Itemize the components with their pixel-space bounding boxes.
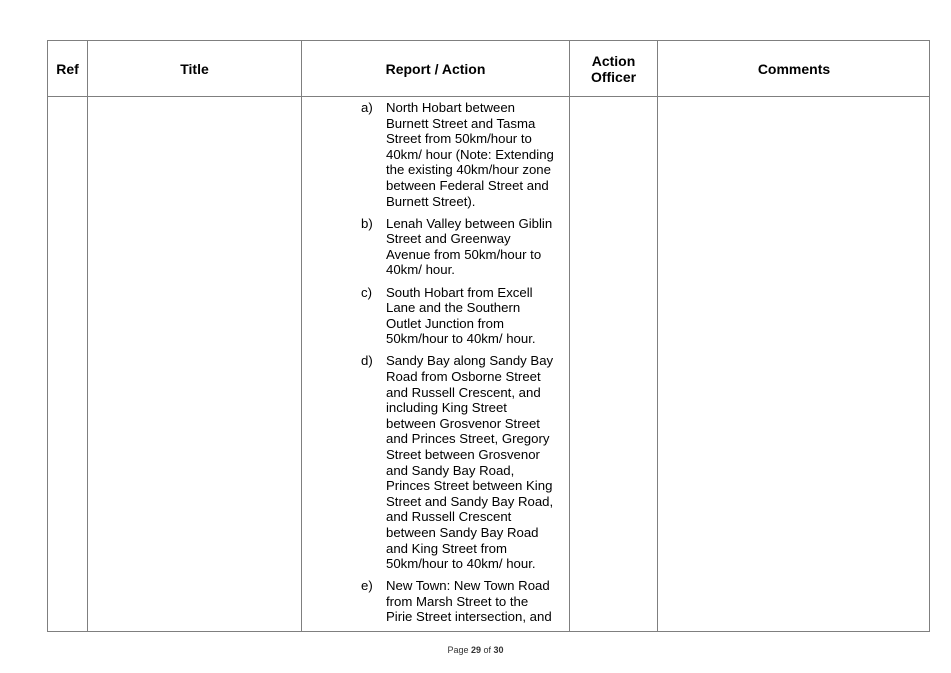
of-word: of [483, 645, 492, 655]
header-title: Title [180, 60, 209, 77]
list-item-line: the existing 40km/hour zone [386, 162, 551, 178]
list-item-line: South Hobart from Excell [386, 284, 533, 300]
list-item-line: and Russell Crescent, and [386, 384, 541, 400]
list-item-line: and Sandy Bay Road, [386, 462, 515, 478]
list-item [361, 353, 573, 571]
list-item-text [386, 578, 566, 625]
agenda-table [47, 40, 930, 632]
list-item-line: Street and Greenway [386, 231, 511, 247]
list-item-line: Burnett Street and Tasma [386, 115, 536, 131]
list-item-line: New Town: New Town Road [386, 578, 550, 594]
list-item-line: including King Street [386, 400, 507, 416]
column-divider [87, 41, 88, 631]
header-action-officer-line2: Officer [590, 68, 637, 85]
page-word: Page [447, 645, 469, 655]
list-item-text [386, 216, 566, 278]
list-item-line: 40km/ hour. [386, 262, 455, 278]
header-report-action: Report / Action [385, 60, 486, 77]
list-item-line: 50km/hour to 40km/ hour. [386, 556, 536, 572]
list-item-line: Road from Osborne Street [386, 369, 541, 384]
list-item-line: and King Street from [386, 540, 507, 556]
list-item [361, 285, 573, 347]
list-item-label: b) [361, 215, 373, 231]
list-item-label: e) [361, 578, 373, 594]
list-item-line: Street from 50km/hour to [386, 131, 532, 147]
list-item-label: d) [361, 353, 373, 369]
list-item-text [386, 100, 566, 209]
list-item [361, 216, 573, 278]
header-action-officer [570, 41, 657, 96]
list-item-line: Street between Grosvenor [386, 446, 540, 462]
list-item-line: Sandy Bay along Sandy Bay [386, 353, 554, 369]
header-comments: Comments [757, 60, 831, 77]
column-divider [657, 41, 658, 631]
list-item-text [386, 285, 566, 347]
list-item-line: Outlet Junction from [386, 315, 505, 331]
current-page: 29 [470, 645, 481, 655]
list-item-text [386, 353, 566, 571]
list-item [361, 578, 573, 625]
list-item-line: 40km/ hour (Note: Extending [386, 146, 554, 162]
list-item-line: Burnett Street). [386, 193, 476, 209]
page-number [0, 645, 951, 655]
list-item-line: Avenue from 50km/hour to [386, 246, 542, 262]
list-item-line: North Hobart between [386, 100, 516, 115]
list-item-line: Princes Street between King [386, 478, 553, 494]
list-item-line: and Russell Crescent [386, 509, 512, 525]
list-item-label: a) [361, 100, 373, 115]
list-item-line: and Princes Street, Gregory [386, 431, 550, 447]
list-item-line: 50km/hour to 40km/ hour. [386, 331, 536, 347]
list-item-line: Lane and the Southern [386, 300, 521, 316]
report-action-list [361, 100, 573, 632]
list-item-line: between Sandy Bay Road [386, 524, 539, 540]
list-item-line: from Marsh Street to the [386, 593, 529, 609]
list-item-line: between Federal Street and [386, 177, 549, 193]
list-item-label: c) [361, 284, 372, 300]
header-action-officer-line1: Action [591, 52, 636, 69]
total-pages: 30 [493, 645, 504, 655]
header-divider [48, 96, 929, 97]
list-item-line: Lenah Valley between Giblin [386, 215, 553, 231]
header-ref: Ref [56, 60, 79, 77]
column-divider [301, 41, 302, 631]
list-item [361, 100, 573, 209]
list-item-line: Street and Sandy Bay Road, [386, 493, 554, 509]
list-item-line: between Grosvenor Street [386, 415, 540, 431]
list-item-line: Pirie Street intersection, and [386, 609, 552, 625]
